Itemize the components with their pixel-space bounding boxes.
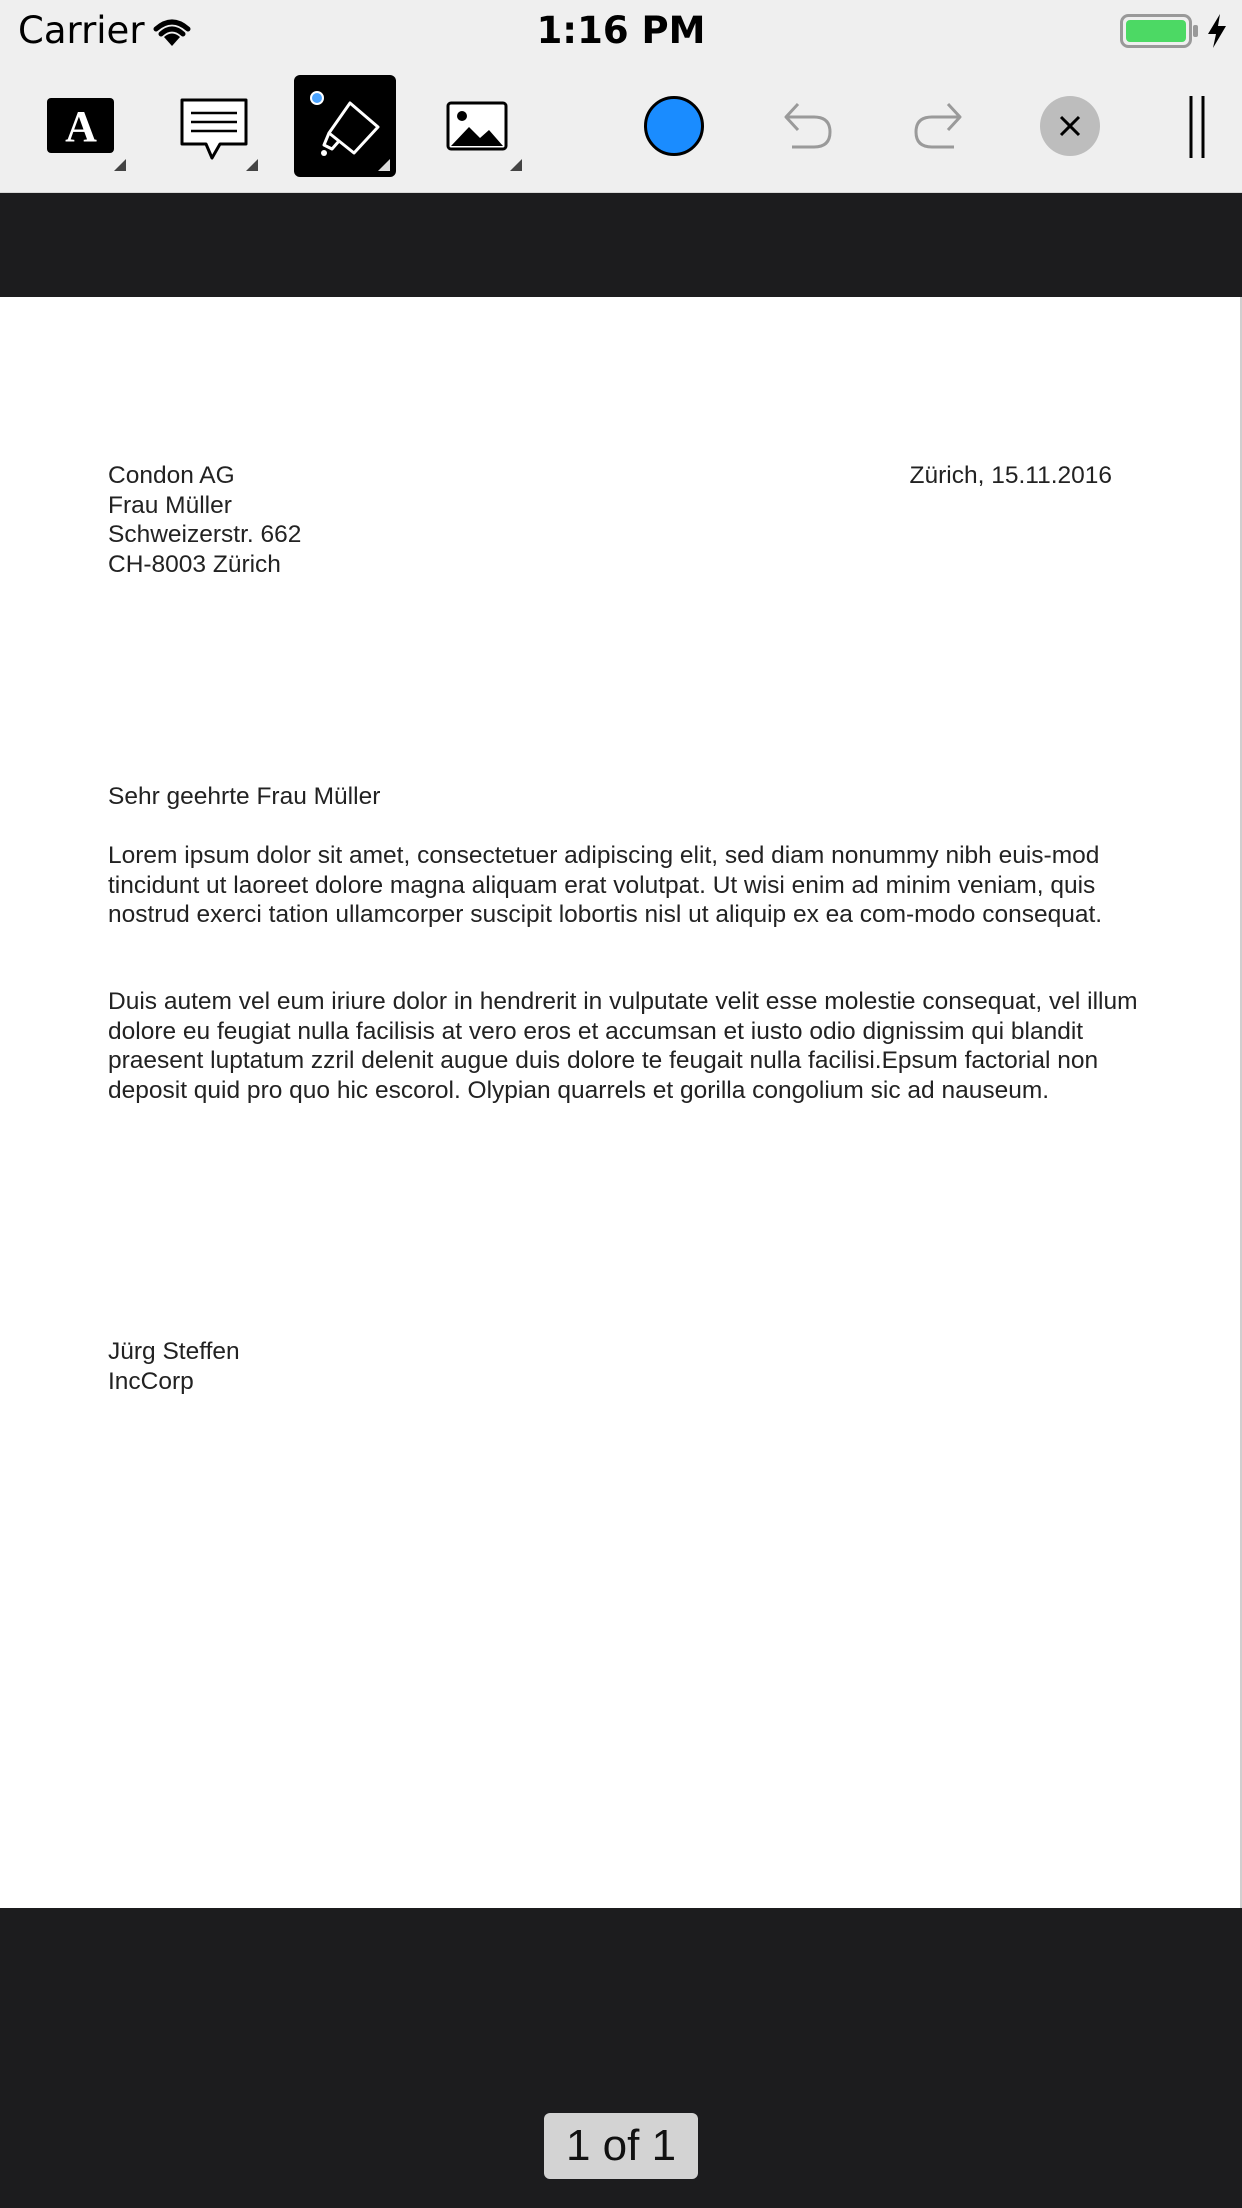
text-tool-button[interactable] bbox=[30, 75, 132, 177]
recipient-address bbox=[108, 461, 301, 579]
color-swatch-icon bbox=[643, 95, 705, 157]
undo-icon bbox=[780, 94, 838, 156]
close-icon bbox=[1040, 96, 1100, 156]
address-line: Frau Müller bbox=[108, 491, 232, 519]
highlighter-tool-button[interactable] bbox=[294, 75, 396, 177]
annotation-toolbar bbox=[0, 64, 1242, 193]
letter-date: Zürich, 15.11.2016 bbox=[909, 462, 1112, 489]
document-background-top bbox=[0, 193, 1242, 297]
color-picker-button[interactable] bbox=[643, 95, 705, 157]
battery-icon bbox=[1120, 14, 1200, 52]
redo-button[interactable] bbox=[908, 94, 966, 156]
signature bbox=[108, 1337, 240, 1396]
undo-button[interactable] bbox=[780, 94, 838, 156]
signature-line: IncCorp bbox=[108, 1367, 194, 1395]
document-page[interactable] bbox=[0, 297, 1242, 1908]
signature-line: Jürg Steffen bbox=[108, 1338, 240, 1365]
address-line: CH-8003 Zürich bbox=[108, 550, 281, 578]
address-line: Condon AG bbox=[108, 462, 235, 489]
clock: 1:16 PM bbox=[536, 9, 706, 52]
body-paragraph-1: Lorem ipsum dolor sit amet, consectetuer adipiscing elit, sed diam nonummy nibh euis-mod tincidunt ut laoreet dolore magna aliquam erat volutpat. Ut wisi enim ad minim veniam, quis nostrud exerci tation ullamcorper suscipit lobortis nisl ut aliquip ex ea com-modo consequat. bbox=[108, 842, 1103, 928]
salutation: Sehr geehrte Frau Müller bbox=[108, 783, 381, 810]
page-indicator: 1 of 1 bbox=[544, 2113, 698, 2179]
redo-icon bbox=[908, 94, 966, 156]
image-tool-button[interactable] bbox=[426, 75, 528, 177]
address-line: Schweizerstr. 662 bbox=[108, 521, 302, 548]
charging-icon bbox=[1206, 13, 1228, 53]
close-annotation-button[interactable] bbox=[1040, 96, 1100, 156]
carrier-label: Carrier bbox=[18, 9, 145, 52]
toolbar-drag-handle[interactable] bbox=[1182, 92, 1212, 162]
status-bar bbox=[0, 0, 1242, 64]
body-paragraph-2: Duis autem vel eum iriure dolor in hendrerit in vulputate velit esse molestie consequat, vel illum dolore eu feugiat nulla facilisis at vero eros et accumsan et iusto odio dignissim qui blandit praesent luptatum zzril delenit augue duis dolore te feugait nulla facilisi.Epsum factorial non deposit quid pro quo hic escorol. Olypian quarrels et gorilla congolium sic ad nauseum. bbox=[108, 988, 1138, 1104]
comment-tool-button[interactable] bbox=[162, 75, 264, 177]
drag-handle-icon bbox=[1182, 92, 1212, 162]
svg-text:A: A bbox=[65, 102, 97, 151]
